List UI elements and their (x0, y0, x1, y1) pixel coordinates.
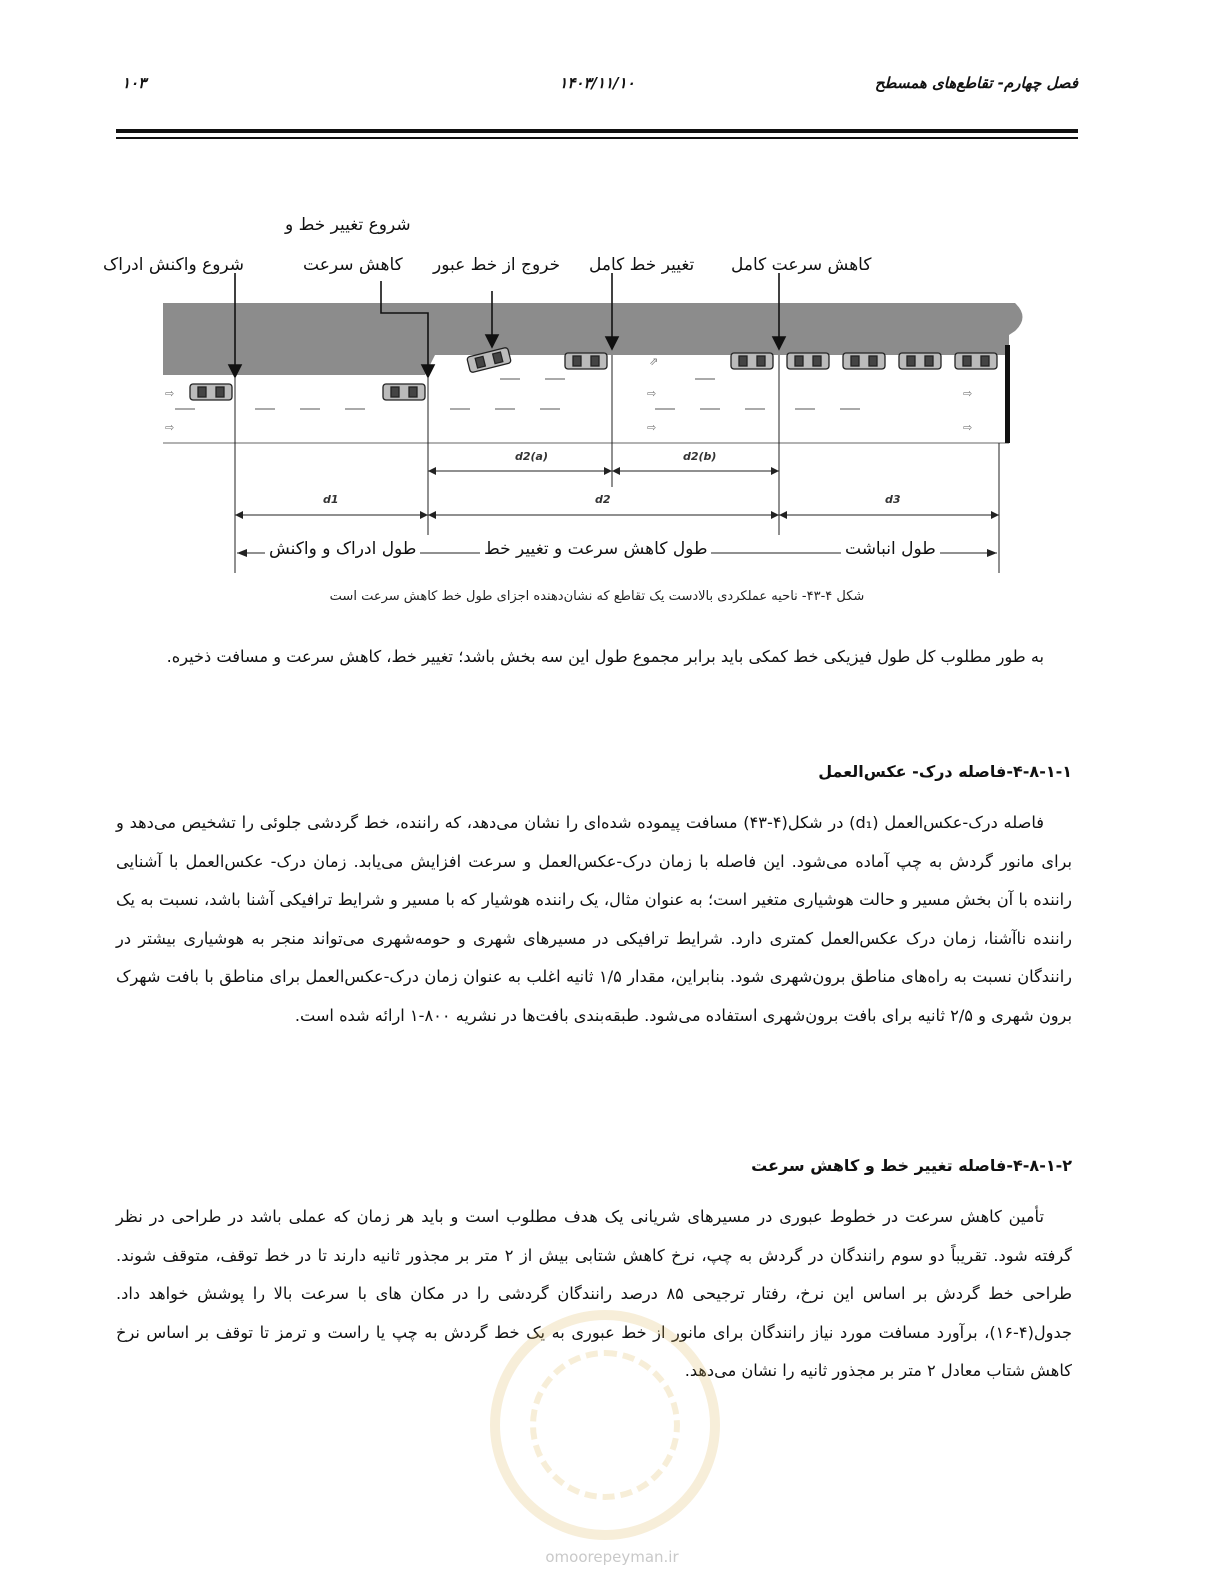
paragraph-text: فاصله درک-عکس‌العمل (d₁) در شکل(۴-۴۳) مسافت پیموده شده‌ای را نشان می‌دهد، که راننده، خط گردشی جلوئی را تشخیص می‌دهد و برای مانور گردش به چپ آماده می‌شود. این فاصله با زمان درک-عکس‌العمل و سرعت افزایش می‌یابد. زمان درک- عکس‌العمل با آشنایی راننده با آن بخش مسیر و حالت هوشیاری متغیر است؛ به عنوان مثال، یک راننده هوشیار که با مسیر و شرایط ترافیکی آشنا باشد، نسبت به یک راننده ناآشنا، زمان درک عکس‌العمل کمتری دارد. شرایط ترافیکی در مسیرهای شهری و حومه‌شهری می‌تواند منجر به هوشیاری بیشتر در رانندگان نسبت به راه‌های مناطق برون‌شهری شود. بنابراین، مقدار ۱/۵ ثانیه اغلب به عنوان زمان درک-عکس‌العمل برای مناطق با بافت شهرک برون شهری و ۲/۵ ثانیه برای بافت برون‌شهری استفاده می‌شود. طبقه‌بندی بافت‌ها در نشریه ۸۰۰-۱ ارائه شده است. (116, 813, 1073, 1025)
watermark-url: omoorepeyman.ir (545, 1548, 679, 1566)
paragraph-text: به طور مطلوب کل طول فیزیکی خط کمکی باید برابر مجموع طول این سه بخش باشد؛ تغییر خط، کاهش سرعت و مسافت ذخیره. (166, 647, 1044, 666)
svg-text:⇨: ⇨ (647, 387, 657, 400)
vehicle-icon (190, 384, 232, 400)
svg-text:⇗: ⇗ (649, 355, 659, 368)
page-header (116, 74, 1078, 100)
vehicle-icon (955, 353, 997, 369)
chapter-title: فصل چهارم- تقاطع‌های همسطح (874, 74, 1078, 92)
figure-deceleration-lane (95, 205, 1105, 585)
vehicle-icon (899, 353, 941, 369)
header-rule-thick (116, 129, 1078, 133)
label-full-lane-change: تغییر خط کامل (589, 255, 695, 275)
dim-d3: d3 (885, 493, 901, 506)
paragraph-perception-reaction (116, 804, 1072, 1036)
label-exit-through-lane: خروج از خط عبور (433, 255, 561, 275)
vehicle-icon (843, 353, 885, 369)
header-date: ۱۴۰۳/۱۱/۱۰ (559, 74, 635, 92)
label-storage-length: طول انباشت (841, 539, 940, 559)
svg-text:⇨: ⇨ (963, 421, 973, 434)
header-rule-thin (116, 137, 1078, 139)
dim-d1: d1 (323, 493, 339, 506)
label-start-lane-change-l2: کاهش سرعت (303, 255, 403, 275)
label-full-deceleration: کاهش سرعت کامل (731, 255, 872, 275)
svg-text:⇨: ⇨ (165, 421, 175, 434)
svg-text:⇨: ⇨ (165, 387, 175, 400)
vehicle-icon (787, 353, 829, 369)
paragraph-intro (116, 638, 1072, 677)
paragraph-text: تأمین کاهش سرعت در خطوط عبوری در مسیرهای شریانی یک هدف مطلوب است و باید هر زمان که عملی باشد در طراحی در نظر گرفته شود. تقریباً دو سوم رانندگان در گردش به چپ، نرخ کاهش شتابی بیش از ۲ متر بر مجذور ثانیه دارند تا در خط توقف، متوقف شوند. طراحی خط گردش بر اساس این نرخ، رفتار ترجیحی ۸۵ درصد رانندگان گردشی را در مکان های با سرعت بالا را پوشش خواهد داد. جدول(۴-۱۶)، برآورد مسافت مورد نیاز رانندگان برای مانور از خط عبوری به یک خط گردش به چپ یا راست و ترمز تا توقف بر اساس نرخ کاهش شتاب معادل ۲ متر بر مجذور ثانیه را نشان می‌دهد. (116, 1207, 1073, 1381)
stop-bar (1005, 345, 1010, 443)
page-number: ۱۰۳ (122, 74, 147, 92)
vehicle-icon (383, 384, 425, 400)
dim-d2a: d2(a) (515, 450, 549, 463)
label-start-perception: شروع واکنش ادراک (103, 255, 245, 275)
vehicle-icon (565, 353, 607, 369)
vehicle-icon (731, 353, 773, 369)
through-lanes (163, 375, 1009, 443)
svg-text:⇨: ⇨ (647, 421, 657, 434)
figure-caption: شکل ۴-۴۳- ناحیه عملکردی بالادست یک تقاطع که نشان‌دهنده اجزای طول خط کاهش سرعت است (329, 589, 865, 604)
label-start-lane-change-l1: شروع تغییر خط و (285, 215, 411, 235)
label-decel-length: طول کاهش سرعت و تغییر خط (480, 539, 711, 559)
label-perception-length: طول ادراک و واکنش (265, 539, 420, 559)
svg-text:⇨: ⇨ (963, 387, 973, 400)
heading-perception-reaction: ۴-۸-۱-۱-فاصله درک- عکس‌العمل (818, 762, 1072, 781)
watermark-seal (490, 1310, 720, 1540)
heading-lane-change-deceleration: ۴-۸-۱-۲-فاصله تغییر خط و کاهش سرعت (751, 1156, 1072, 1175)
dim-d2: d2 (595, 493, 611, 506)
dim-d2b: d2(b) (683, 450, 717, 463)
